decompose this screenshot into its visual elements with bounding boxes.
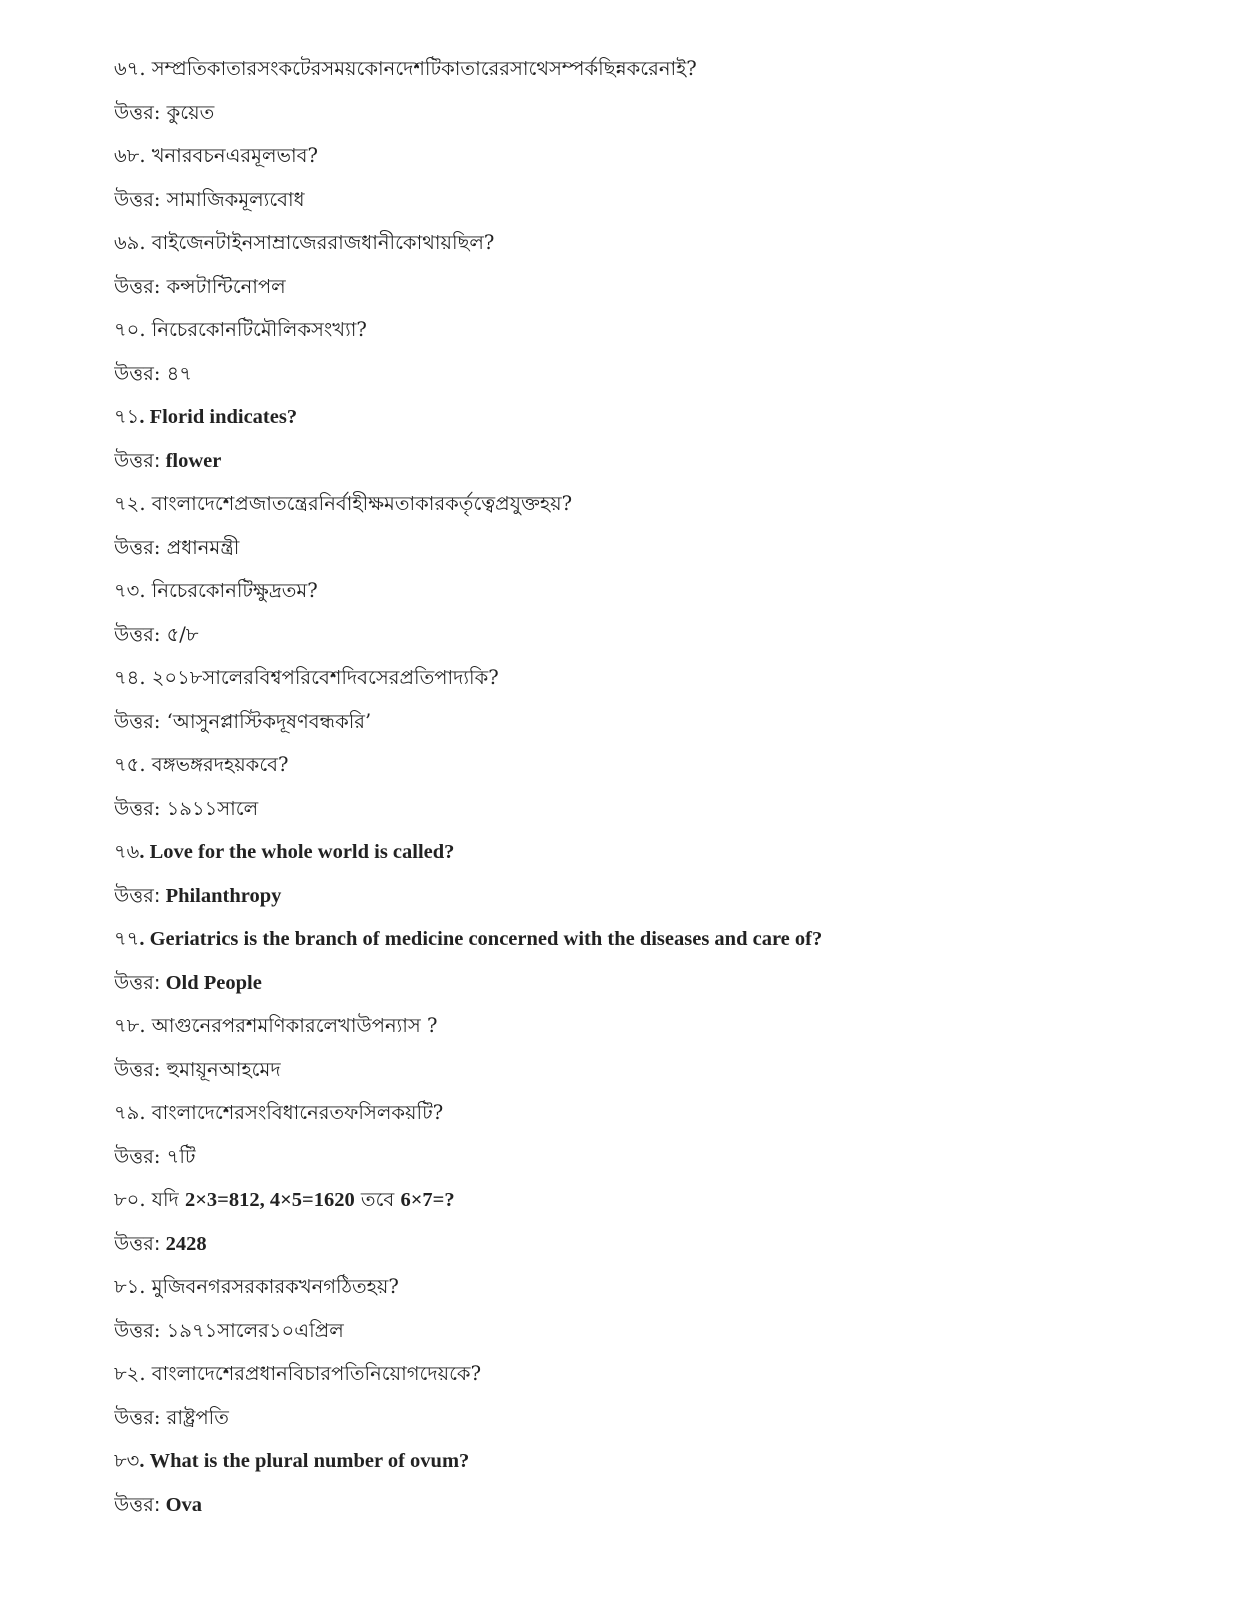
answer-text: Old People <box>160 971 262 994</box>
answer-label: উত্তর: <box>114 622 161 646</box>
question-line <box>114 1270 1194 1314</box>
answer-label: উত্তর: <box>114 1057 161 1081</box>
answer-line <box>114 879 1194 923</box>
answer-line <box>114 531 1194 575</box>
answer-line <box>114 357 1194 401</box>
answer-text: প্রধানমন্ত্রী <box>160 535 240 559</box>
question-line <box>114 1096 1194 1140</box>
question-text: . Love for the whole world is called? <box>139 841 455 863</box>
question-text: ৭২. বাংলাদেশেপ্রজাতন্ত্রেরনির্বাহীক্ষমতাকারকর্তৃত্বেপ্রযুক্তহয়? <box>114 492 573 515</box>
question-equation: 6×7=? <box>400 1189 455 1211</box>
answer-label: উত্তর: <box>114 1318 161 1342</box>
question-line <box>114 1444 1194 1488</box>
question-line <box>114 487 1194 531</box>
answer-text: ১৯১১সালে <box>160 796 259 820</box>
question-text: . Geriatrics is the branch of medicine concerned with the diseases and care of? <box>139 928 823 950</box>
question-number: ৭৬ <box>114 840 140 863</box>
answer-line <box>114 183 1194 227</box>
question-text: ৬৭. সম্প্রতিকাতারসংকটেরসময়কোনদেশটিকাতারেরসাথেসম্পর্কছিন্নকরেনাই? <box>114 57 697 80</box>
answer-label: উত্তর: <box>114 274 161 298</box>
question-text: ৬৯. বাইজেনটাইনসাম্রাজেররাজধানীকোথায়ছিল? <box>114 231 495 254</box>
answer-line <box>114 966 1194 1010</box>
answer-line <box>114 96 1194 140</box>
answer-line <box>114 792 1194 836</box>
answer-line <box>114 1053 1194 1097</box>
question-line <box>114 748 1194 792</box>
question-text: ৭৯. বাংলাদেশেরসংবিধানেরতফসিলকয়টি? <box>114 1101 444 1124</box>
question-text: ৭০. নিচেরকোনটিমৌলিকসংখ্যা? <box>114 318 367 341</box>
answer-line <box>114 618 1194 662</box>
question-line <box>114 313 1194 357</box>
answer-line <box>114 1401 1194 1445</box>
document-page <box>114 52 1194 1531</box>
answer-text: রাষ্ট্রপতি <box>160 1405 229 1429</box>
question-number: ৮০. যদি <box>114 1188 185 1211</box>
answer-text: Philanthropy <box>160 884 282 907</box>
answer-label: উত্তর: <box>114 187 161 211</box>
question-line <box>114 922 1194 966</box>
answer-text: ৫/৮ <box>160 622 199 646</box>
answer-text: কন্সটান্টিনোপল <box>160 274 286 298</box>
answer-text: flower <box>160 449 222 472</box>
question-connector: তবে <box>354 1188 401 1211</box>
answer-label: উত্তর: <box>114 1231 161 1255</box>
question-number: ৭৭ <box>114 927 140 950</box>
question-text: . What is the plural number of ovum? <box>139 1450 470 1472</box>
answer-label: উত্তর: <box>114 1144 161 1168</box>
question-text: . Florid indicates? <box>139 406 298 428</box>
question-text: ৮১. মুজিবনগরসরকারকখনগঠিতহয়? <box>114 1275 399 1298</box>
answer-label: উত্তর: <box>114 448 161 472</box>
answer-text: ৪৭ <box>160 361 192 385</box>
answer-text: ১৯৭১সালের১০এপ্রিল <box>160 1318 344 1342</box>
answer-label: উত্তর: <box>114 883 161 907</box>
question-text: ৭৩. নিচেরকোনটিক্ষুদ্রতম? <box>114 579 318 602</box>
answer-text: ৭টি <box>160 1144 196 1168</box>
question-line <box>114 574 1194 618</box>
answer-line <box>114 444 1194 488</box>
question-number: ৭১ <box>114 405 140 428</box>
question-text: ৭৮. আগুনেরপরশমণিকারলেখাউপন্যাস ? <box>114 1014 438 1037</box>
answer-text: সামাজিকমূল্যবোধ <box>160 187 305 211</box>
answer-text: ‘আসুনপ্লাস্টিকদূষণবন্ধকরি’ <box>160 709 372 733</box>
answer-label: উত্তর: <box>114 796 161 820</box>
question-line <box>114 400 1194 444</box>
question-number: ৮৩ <box>114 1449 140 1472</box>
answer-text: কুয়েত <box>160 100 215 124</box>
question-text: ৮২. বাংলাদেশেরপ্রধানবিচারপতিনিয়োগদেয়কে? <box>114 1362 482 1385</box>
question-line <box>114 226 1194 270</box>
answer-label: উত্তর: <box>114 100 161 124</box>
answer-label: উত্তর: <box>114 709 161 733</box>
question-text: ৭৫. বঙ্গভঙ্গরদহয়কবে? <box>114 753 289 776</box>
answer-text: হুমায়ূনআহমেদ <box>160 1057 281 1081</box>
answer-label: উত্তর: <box>114 361 161 385</box>
answer-line <box>114 1314 1194 1358</box>
question-line <box>114 1009 1194 1053</box>
answer-label: উত্তর: <box>114 535 161 559</box>
question-equation: 2×3=812, 4×5=1620 <box>185 1189 355 1211</box>
question-text: ৭৪. ২০১৮সালেরবিশ্বপরিবেশদিবসেরপ্রতিপাদ্যকি? <box>114 666 499 689</box>
answer-label: উত্তর: <box>114 1492 161 1516</box>
answer-label: উত্তর: <box>114 970 161 994</box>
question-line <box>114 139 1194 183</box>
answer-line <box>114 1140 1194 1184</box>
answer-label: উত্তর: <box>114 1405 161 1429</box>
answer-line <box>114 270 1194 314</box>
answer-text: Ova <box>160 1493 203 1516</box>
answer-text: 2428 <box>160 1232 207 1255</box>
answer-line <box>114 1488 1194 1532</box>
question-line <box>114 52 1194 96</box>
question-line <box>114 661 1194 705</box>
answer-line <box>114 705 1194 749</box>
answer-line <box>114 1227 1194 1271</box>
question-line <box>114 835 1194 879</box>
question-line <box>114 1183 1194 1227</box>
question-text: ৬৮. খনারবচনএরমূলভাব? <box>114 144 318 167</box>
question-line <box>114 1357 1194 1401</box>
